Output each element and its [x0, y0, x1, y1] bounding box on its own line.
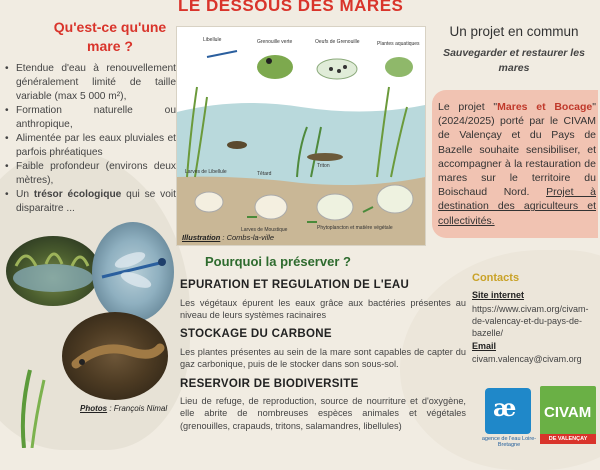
illustration-label: Larves de Moustique — [241, 227, 288, 233]
illustration-credit-name: : Combs-la-ville — [220, 233, 275, 242]
project-description — [438, 100, 596, 228]
section-title-carbone: STOCKAGE DU CARBONE — [180, 328, 332, 340]
list-item — [4, 188, 176, 216]
illustration-label: Larves de Libellule — [185, 169, 227, 175]
why-preserve-heading: Pourquoi la préserver ? — [205, 254, 351, 269]
project-text: " (2024/2025) porté par le CIVAM de Valençay et du Pays de Bazelle souhaite sensibiliser, et accompagner à la restauration de mares sur le territoire du Boischaud Nord. — [438, 101, 596, 199]
contacts-heading: Contacts — [472, 272, 520, 284]
illustration-label: Plantes aquatiques — [377, 41, 420, 47]
left-heading: Qu'est-ce qu'une mare ? — [53, 19, 167, 54]
dragonfly-photo — [92, 222, 174, 322]
photo-credit — [80, 404, 167, 413]
pond-photo — [6, 236, 100, 306]
section-title-biodiversite: RESERVOIR DE BIODIVERSITE — [180, 378, 359, 390]
email-link[interactable]: civam.valencay@civam.org — [472, 354, 582, 364]
project-name: Mares et Bocage — [497, 101, 593, 113]
illustration-label: Grenouille verte — [257, 39, 293, 45]
project-heading: Un projet en commun — [449, 24, 579, 39]
list-item: • Formation naturelle ou anthropique, — [4, 104, 176, 132]
page-title: LE DESSOUS DES MARES — [178, 0, 404, 15]
illustration-label: Oeufs de Grenouille — [315, 39, 360, 45]
illustration-label: Phytoplancton et matière végétale — [317, 225, 393, 231]
definition-list — [4, 62, 176, 216]
photo-credit-name: : François Nimal — [107, 404, 168, 413]
agence-eau-logo — [485, 388, 531, 434]
illustration-credit-label: Illustration — [182, 233, 221, 242]
email-label: Email — [472, 341, 497, 351]
civam-logo-sub: DE VALENÇAY — [540, 434, 596, 444]
civam-logo-name: CIVAM — [544, 404, 592, 421]
list-item: • Faible profondeur (environs deux mètres), — [4, 160, 176, 188]
website-label: Site internet — [472, 290, 525, 300]
section-title-epuration: EPURATION ET REGULATION DE L'EAU — [180, 279, 410, 291]
project-audience: Projet à destination des agriculteurs et collectivités. — [438, 186, 597, 227]
bullet-text: Un — [16, 189, 34, 200]
agence-eau-logo-mark: æ — [493, 393, 517, 422]
list-item: • Etendue d'eau à renouvellement généralement limité de taille variable (max 5 000 m²), — [4, 62, 176, 104]
project-subheading: Sauvegarder et restaurer les mares — [443, 47, 585, 74]
pond-ecosystem-illustration — [176, 26, 426, 246]
website-link[interactable]: https://www.civam.org/civam-de-valencay-et-du-pays-de-bazelle/ — [472, 304, 589, 338]
illustration-label: Libellule — [203, 37, 222, 43]
newt-photo — [62, 312, 168, 400]
civam-logo — [540, 386, 596, 444]
grass-decoration — [18, 360, 48, 448]
photo-credit-label: Photos — [80, 404, 108, 413]
agence-eau-logo-text: agence de l'eau Loire-Bretagne — [481, 436, 537, 448]
illustration-credit — [182, 233, 274, 242]
list-item: • Alimentée par les eaux pluviales et parfois phréatiques — [4, 132, 176, 160]
illustration-label: Têtard — [257, 171, 272, 177]
section-text-carbone: Les plantes présentes au sein de la mare sont capables de capter du gaz carbonique, puis de le stocker dans son sous-sol. — [180, 347, 466, 370]
project-text: Le projet " — [438, 101, 498, 113]
section-text-biodiversite: Lieu de refuge, de reproduction, source de nourriture et d'oxygène, elle abrite de nombreuses espèces animales et végétales (grenouilles, crapauds, tritons, salamandres, libellules) — [180, 396, 466, 431]
illustration-label: Triton — [317, 163, 330, 169]
bullet-highlight: trésor écologique — [33, 189, 122, 200]
section-text-epuration: Les végétaux épurent les eaux grâce aux bactéries présentes au niveau de leurs systèmes racinaires — [180, 298, 466, 321]
bullet-text: qui se voit disparaitre ... — [16, 189, 177, 214]
